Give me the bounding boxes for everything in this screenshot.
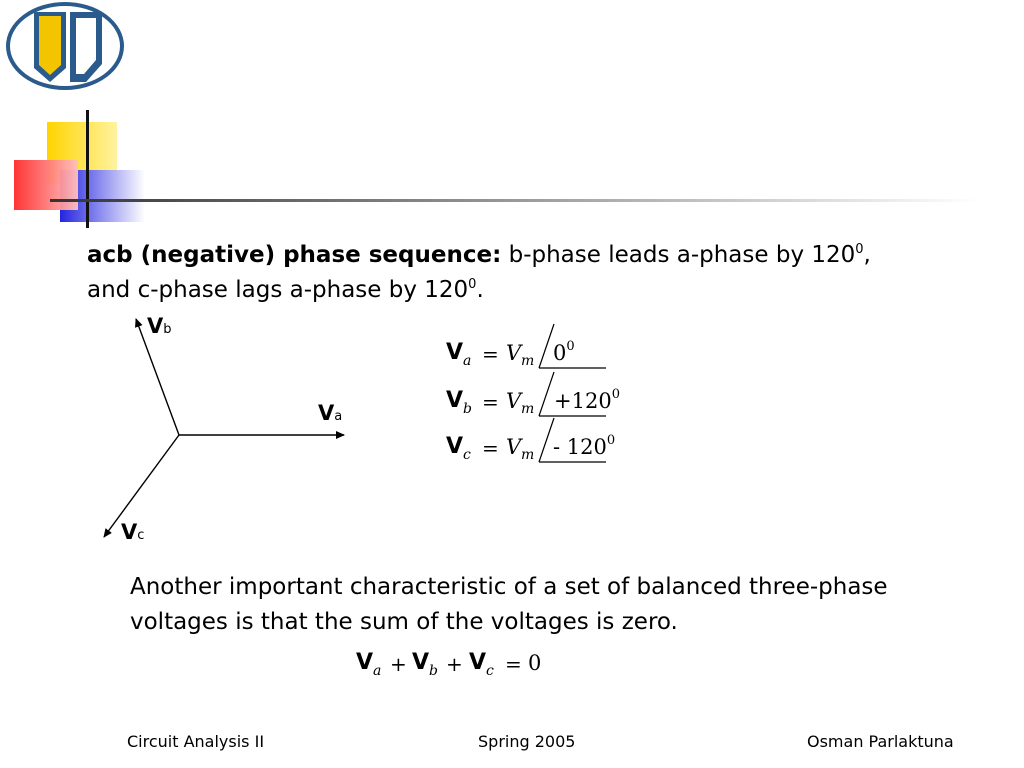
eq-magnitude: V [506, 389, 522, 413]
footer-semester: Spring 2005 [478, 732, 576, 751]
degree-superscript: 0 [468, 277, 477, 292]
eq-equals: = [482, 390, 499, 414]
eq-subscript: c [463, 447, 471, 463]
heading-period: . [476, 277, 484, 303]
eq-equals: = [482, 342, 499, 366]
heading-bold-text: acb (negative) phase sequence: [87, 242, 502, 268]
heading-comma: , [863, 242, 871, 268]
eq-equals: = [482, 436, 499, 460]
eq-angle: - $120^0$ [553, 433, 616, 459]
eq-subscript: b [463, 401, 472, 417]
footer-course: Circuit Analysis II [127, 732, 265, 751]
eq-magnitude: V [506, 341, 522, 365]
phasor-label-vc: Vc [121, 520, 145, 544]
sum-equation: V a + V b + V c = 0 [356, 650, 542, 679]
body-paragraph: Another important characteristic of a set of balanced three-phase voltages is that the sum of the voltages is zero. [130, 574, 888, 635]
phasor-label-va: Va [318, 401, 343, 425]
eq-magnitude-subscript: m [521, 401, 535, 417]
footer-author: Osman Parlaktuna [807, 732, 954, 751]
heading-line2-text: and c-phase lags a-phase by 120 [87, 277, 469, 303]
eq-magnitude-subscript: m [521, 353, 535, 369]
eq-subscript: a [463, 353, 472, 369]
slide-heading [87, 238, 871, 308]
eq-angle: $+120^0$ [554, 387, 620, 413]
phasor-diagram [95, 310, 355, 550]
phasor-label-vb: Vb [147, 314, 172, 338]
eq-symbol: V [446, 388, 464, 413]
eq-symbol: V [446, 340, 464, 365]
decorative-header-graphic [0, 110, 1024, 230]
heading-text: b-phase leads a-phase by 120 [501, 242, 856, 268]
university-logo [4, 2, 126, 92]
eq-angle: $0^0$ [553, 339, 575, 365]
eq-symbol: V [446, 434, 464, 459]
degree-superscript: 0 [855, 242, 864, 257]
eq-magnitude-subscript: m [521, 447, 535, 463]
eq-magnitude: V [506, 435, 522, 459]
